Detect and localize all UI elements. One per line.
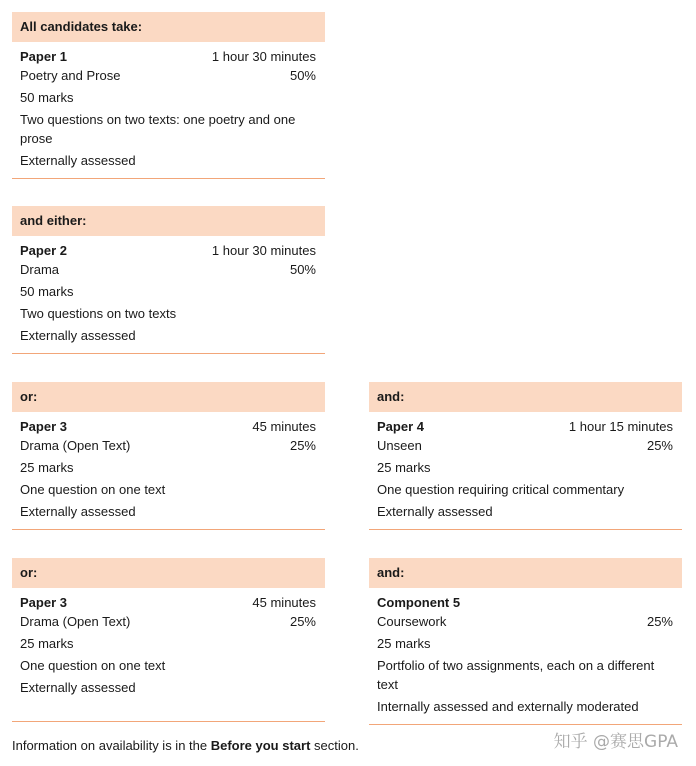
section-and-either (12, 206, 325, 354)
paper-title: Paper 4 (377, 419, 424, 434)
paper-duration: 1 hour 30 minutes (211, 49, 316, 64)
paper-title: Paper 3 (20, 419, 67, 434)
paper-assessment: Externally assessed (377, 504, 493, 519)
paper-subtitle: Drama (Open Text) (20, 614, 131, 629)
paper-description: One question on one text (20, 482, 166, 497)
paper-duration: 1 hour 30 minutes (211, 243, 316, 258)
section-header: All candidates take: (12, 12, 325, 42)
section-header: or: (12, 382, 325, 412)
paper-assessment: Externally assessed (20, 680, 136, 695)
section-or-paper3-a (12, 382, 325, 530)
paper-weight: 25% (646, 438, 673, 453)
paper-subtitle: Poetry and Prose (20, 68, 121, 83)
section-header: and: (369, 382, 682, 412)
paper-description: Two questions on two texts (20, 306, 177, 321)
paper-subtitle: Drama (20, 262, 60, 277)
paper-weight: 25% (289, 438, 316, 453)
paper-marks: 25 marks (20, 460, 74, 475)
paper-title: Paper 2 (20, 243, 67, 258)
paper-marks: 25 marks (20, 636, 74, 651)
paper-subtitle: Coursework (377, 614, 447, 629)
paper-title: Paper 3 (20, 595, 67, 610)
paper-weight: 50% (289, 68, 316, 83)
paper-title: Component 5 (377, 595, 461, 610)
paper-duration: 45 minutes (252, 595, 316, 610)
paper-assessment: Externally assessed (20, 504, 136, 519)
paper-subtitle: Unseen (377, 438, 422, 453)
footer-text-before: Information on availability is in the (12, 738, 211, 753)
section-header: and either: (12, 206, 325, 236)
paper-assessment: Internally assessed and externally moderated (377, 699, 639, 714)
paper-title: Paper 1 (20, 49, 67, 64)
paper-marks: 25 marks (377, 460, 431, 475)
section-or-paper3-b (12, 558, 325, 722)
paper-marks: 50 marks (20, 90, 74, 105)
footer-text-after: section. (310, 738, 359, 753)
footer-link-text: Before you start (210, 738, 311, 753)
paper-marks: 50 marks (20, 284, 74, 299)
paper-description: Two questions on two texts: one poetry and one prose (20, 112, 296, 146)
paper-assessment: Externally assessed (20, 153, 136, 168)
paper-duration: 45 minutes (252, 419, 316, 434)
paper-weight: 25% (289, 614, 316, 629)
section-and-paper4 (369, 382, 682, 530)
paper-description: One question on one text (20, 658, 166, 673)
paper-weight: 25% (646, 614, 673, 629)
section-and-component5 (369, 558, 682, 725)
watermark: 知乎 @赛思GPA (553, 732, 678, 752)
section-header: or: (12, 558, 325, 588)
paper-marks: 25 marks (377, 636, 431, 651)
section-header: and: (369, 558, 682, 588)
paper-weight: 50% (289, 262, 316, 277)
paper-description: One question requiring critical commentary (377, 482, 625, 497)
paper-subtitle: Drama (Open Text) (20, 438, 131, 453)
section-all-candidates (12, 12, 325, 179)
paper-assessment: Externally assessed (20, 328, 136, 343)
paper-description: Portfolio of two assignments, each on a different text (377, 658, 655, 692)
paper-duration: 1 hour 15 minutes (568, 419, 673, 434)
footer-note (12, 738, 359, 753)
